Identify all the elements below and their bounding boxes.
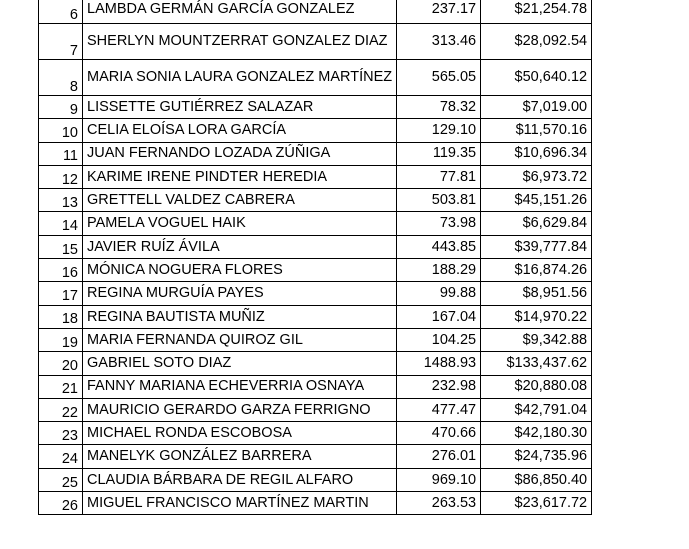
row-number-cell: 8 (39, 60, 83, 96)
table-row (39, 0, 592, 24)
table-row (39, 305, 592, 328)
amount-cell: $6,629.84 (481, 212, 592, 235)
table-row (39, 445, 592, 468)
hours-cell: 99.88 (397, 282, 481, 305)
person-name-cell: GABRIEL SOTO DIAZ (83, 352, 397, 375)
row-number-cell: 6 (39, 0, 83, 24)
row-number-cell: 9 (39, 96, 83, 119)
table-row (39, 328, 592, 351)
amount-cell: $10,696.34 (481, 142, 592, 165)
amount-cell: $14,970.22 (481, 305, 592, 328)
amount-cell: $39,777.84 (481, 235, 592, 258)
amount-cell: $6,973.72 (481, 165, 592, 188)
person-name-cell: MARIA SONIA LAURA GONZALEZ MARTÍNEZ (83, 60, 397, 96)
hours-cell: 263.53 (397, 492, 481, 515)
row-number-cell: 14 (39, 212, 83, 235)
hours-cell: 77.81 (397, 165, 481, 188)
person-name-cell: MICHAEL RONDA ESCOBOSA (83, 422, 397, 445)
person-name-cell: MÓNICA NOGUERA FLORES (83, 259, 397, 282)
amount-cell: $9,342.88 (481, 328, 592, 351)
hours-cell: 443.85 (397, 235, 481, 258)
person-name-cell: FANNY MARIANA ECHEVERRIA OSNAYA (83, 375, 397, 398)
table-row (39, 492, 592, 515)
table-row (39, 212, 592, 235)
person-name-cell: MANELYK GONZÁLEZ BARRERA (83, 445, 397, 468)
table-row (39, 142, 592, 165)
row-number-cell: 20 (39, 352, 83, 375)
person-name-cell: JAVIER RUÍZ ÁVILA (83, 235, 397, 258)
row-number-cell: 7 (39, 24, 83, 60)
hours-cell: 237.17 (397, 0, 481, 24)
person-name-cell: PAMELA VOGUEL HAIK (83, 212, 397, 235)
row-number-cell: 11 (39, 142, 83, 165)
person-name-cell: LISSETTE GUTIÉRREZ SALAZAR (83, 96, 397, 119)
table-row (39, 282, 592, 305)
hours-cell: 470.66 (397, 422, 481, 445)
table-body (39, 0, 592, 515)
row-number-cell: 24 (39, 445, 83, 468)
hours-cell: 477.47 (397, 398, 481, 421)
hours-cell: 1488.93 (397, 352, 481, 375)
hours-cell: 167.04 (397, 305, 481, 328)
hours-cell: 129.10 (397, 119, 481, 142)
person-name-cell: KARIME IRENE PINDTER HEREDIA (83, 165, 397, 188)
row-number-cell: 18 (39, 305, 83, 328)
person-name-cell: JUAN FERNANDO LOZADA ZÚÑIGA (83, 142, 397, 165)
amount-cell: $24,735.96 (481, 445, 592, 468)
table-row (39, 189, 592, 212)
table-row (39, 165, 592, 188)
person-name-cell: MIGUEL FRANCISCO MARTÍNEZ MARTIN (83, 492, 397, 515)
amount-cell: $23,617.72 (481, 492, 592, 515)
row-number-cell: 12 (39, 165, 83, 188)
amount-cell: $86,850.40 (481, 468, 592, 491)
row-number-cell: 21 (39, 375, 83, 398)
hours-cell: 104.25 (397, 328, 481, 351)
person-name-cell: REGINA MURGUÍA PAYES (83, 282, 397, 305)
row-number-cell: 19 (39, 328, 83, 351)
hours-cell: 313.46 (397, 24, 481, 60)
amount-cell: $133,437.62 (481, 352, 592, 375)
table-row (39, 468, 592, 491)
person-name-cell: SHERLYN MOUNTZERRAT GONZALEZ DIAZ (83, 24, 397, 60)
amount-cell: $28,092.54 (481, 24, 592, 60)
row-number-cell: 13 (39, 189, 83, 212)
table-row (39, 398, 592, 421)
amount-cell: $16,874.26 (481, 259, 592, 282)
table-row (39, 375, 592, 398)
row-number-cell: 25 (39, 468, 83, 491)
hours-cell: 78.32 (397, 96, 481, 119)
amount-cell: $11,570.16 (481, 119, 592, 142)
person-name-cell: REGINA BAUTISTA MUÑIZ (83, 305, 397, 328)
row-number-cell: 16 (39, 259, 83, 282)
table-row (39, 119, 592, 142)
amount-cell: $50,640.12 (481, 60, 592, 96)
row-number-cell: 15 (39, 235, 83, 258)
amount-cell: $20,880.08 (481, 375, 592, 398)
amount-cell: $42,180.30 (481, 422, 592, 445)
hours-cell: 276.01 (397, 445, 481, 468)
hours-cell: 119.35 (397, 142, 481, 165)
table-row (39, 259, 592, 282)
table-row (39, 422, 592, 445)
hours-cell: 969.10 (397, 468, 481, 491)
person-name-cell: CELIA ELOÍSA LORA GARCÍA (83, 119, 397, 142)
hours-cell: 188.29 (397, 259, 481, 282)
table-row (39, 235, 592, 258)
person-name-cell: CLAUDIA BÁRBARA DE REGIL ALFARO (83, 468, 397, 491)
amount-cell: $8,951.56 (481, 282, 592, 305)
amount-cell: $42,791.04 (481, 398, 592, 421)
table-row (39, 60, 592, 96)
table-row (39, 352, 592, 375)
row-number-cell: 26 (39, 492, 83, 515)
amount-cell: $21,254.78 (481, 0, 592, 24)
hours-cell: 73.98 (397, 212, 481, 235)
row-number-cell: 22 (39, 398, 83, 421)
person-name-cell: MAURICIO GERARDO GARZA FERRIGNO (83, 398, 397, 421)
row-number-cell: 10 (39, 119, 83, 142)
person-name-cell: LAMBDA GERMÁN GARCÍA GONZALEZ (83, 0, 397, 24)
table-row (39, 24, 592, 60)
row-number-cell: 23 (39, 422, 83, 445)
table-row (39, 96, 592, 119)
amount-cell: $7,019.00 (481, 96, 592, 119)
person-name-cell: MARIA FERNANDA QUIROZ GIL (83, 328, 397, 351)
amount-cell: $45,151.26 (481, 189, 592, 212)
payment-table (38, 0, 592, 515)
row-number-cell: 17 (39, 282, 83, 305)
hours-cell: 503.81 (397, 189, 481, 212)
person-name-cell: GRETTELL VALDEZ CABRERA (83, 189, 397, 212)
hours-cell: 232.98 (397, 375, 481, 398)
hours-cell: 565.05 (397, 60, 481, 96)
